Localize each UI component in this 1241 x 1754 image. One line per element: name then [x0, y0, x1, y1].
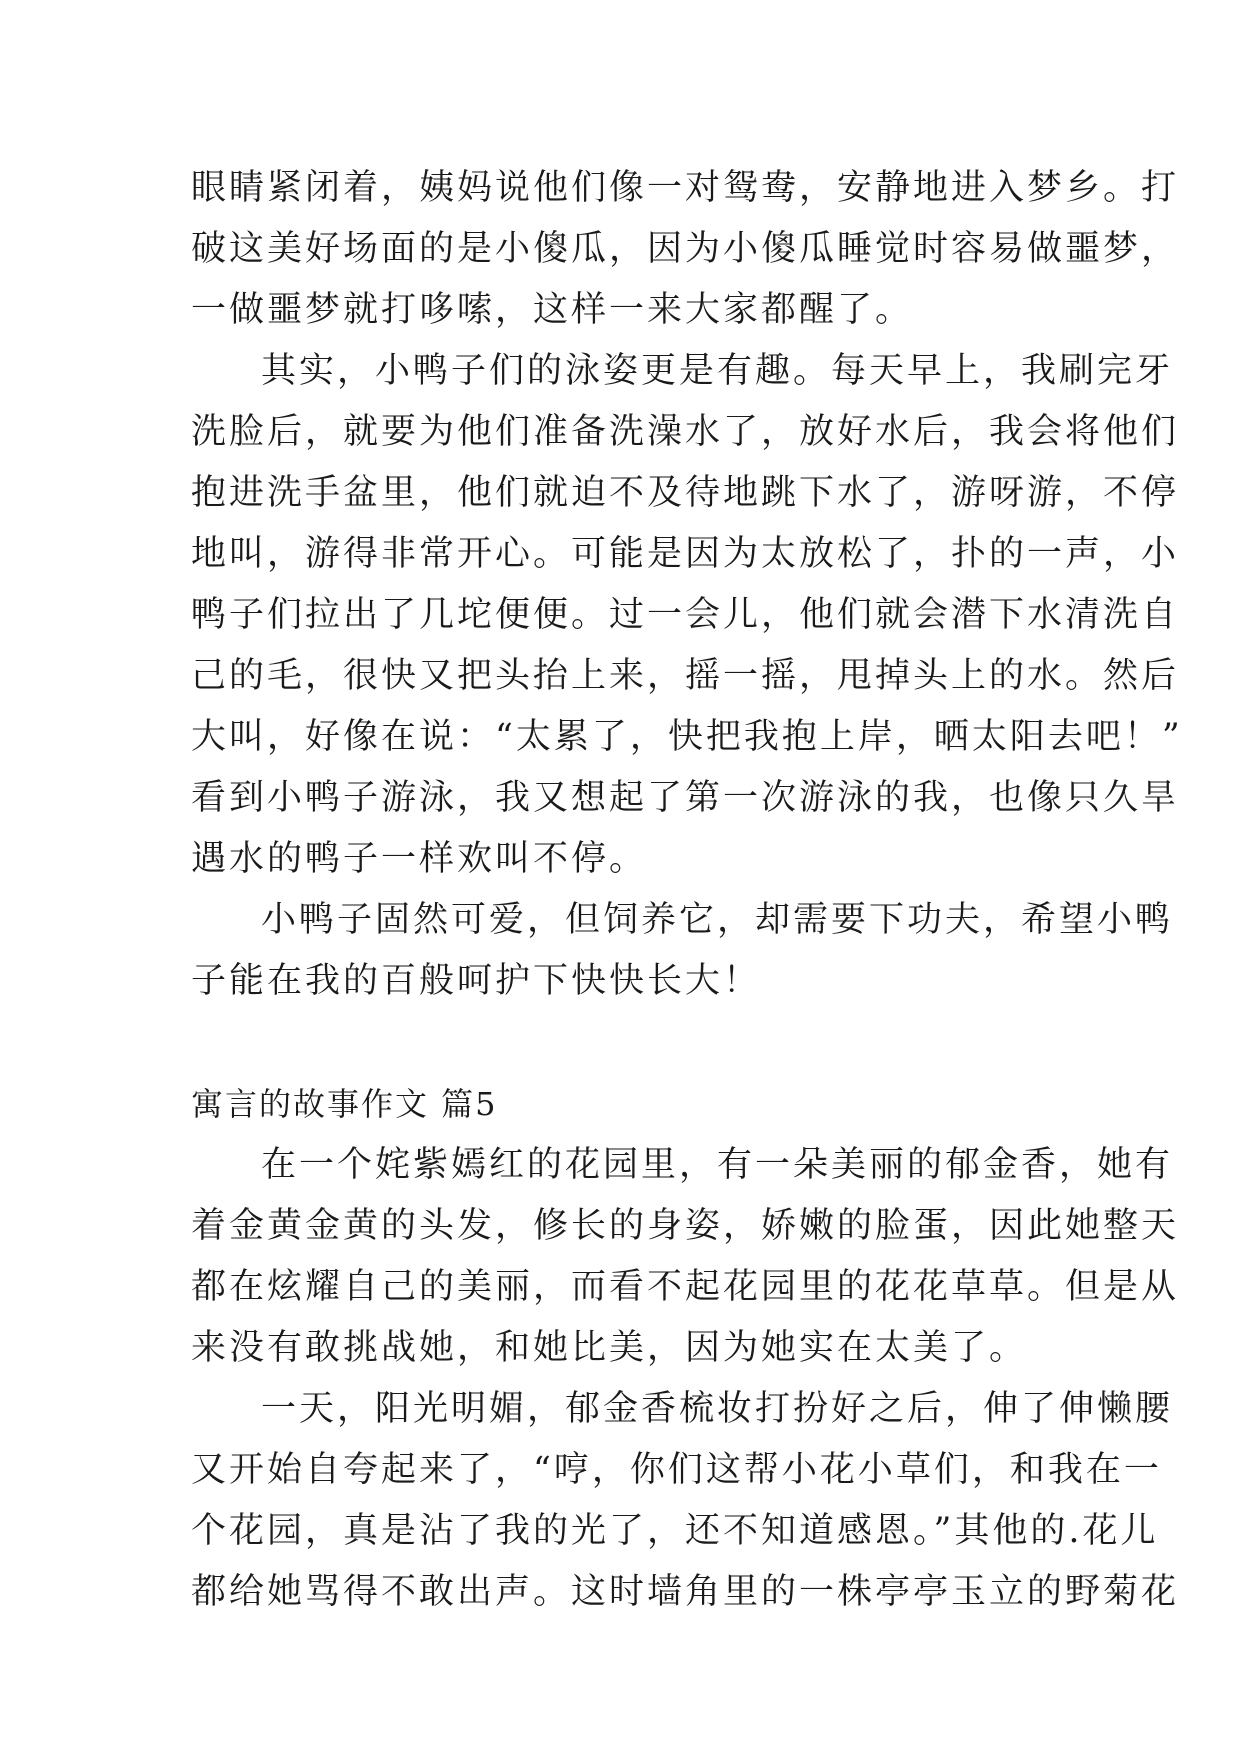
text-line: 地叫，游得非常开心。可能是因为太放松了，扑的一声，小	[191, 534, 1180, 574]
essay-body	[191, 158, 1183, 1623]
paragraph-sleeping-ducks	[191, 158, 1180, 341]
text-line: 一天，阳光明媚，郁金香梳妆打扮好之后，伸了伸懒腰	[261, 1389, 1174, 1429]
text-line: 子能在我的百般呵护下快快长大！	[191, 961, 762, 1001]
text-line: 遇水的鸭子一样欢叫不停。	[191, 839, 648, 879]
text-line: 小鸭子固然可爱，但饲养它，却需要下功夫，希望小鸭	[261, 900, 1174, 940]
paragraph-swimming-ducks	[191, 341, 1183, 890]
text-line: 鸭子们拉出了几坨便便。过一会儿，他们就会潜下水清洗自	[191, 595, 1180, 635]
text-line: 着金黄金黄的头发，修长的身姿，娇嫩的脸蛋，因此她整天	[191, 1206, 1180, 1246]
text-line: 抱进洗手盆里，他们就迫不及待地跳下水了，游呀游，不停	[191, 473, 1180, 513]
text-line: 大叫，好像在说：“太累了，快把我抱上岸，晒太阳去吧！”	[191, 717, 1183, 757]
text-line: 其实，小鸭子们的泳姿更是有趣。每天早上，我刷完牙	[261, 351, 1174, 391]
paragraph-tulip-boast	[191, 1379, 1180, 1623]
paragraph-tulip-intro	[191, 1135, 1180, 1379]
text-line: 己的毛，很快又把头抬上来，摇一摇，甩掉头上的水。然后	[191, 656, 1180, 696]
text-line: 个花园，真是沾了我的光了，还不知道感恩。”其他的.花儿	[191, 1511, 1159, 1551]
text-line: 都给她骂得不敢出声。这时墙角里的一株亭亭玉立的野菊花	[191, 1572, 1180, 1612]
text-line: 看到小鸭子游泳，我又想起了第一次游泳的我，也像只久旱	[191, 778, 1180, 818]
text-line: 破这美好场面的是小傻瓜，因为小傻瓜睡觉时容易做噩梦，	[191, 229, 1180, 269]
text-line: 又开始自夸起来了，“哼，你们这帮小花小草们，和我在一	[191, 1450, 1162, 1490]
paragraph-conclusion	[191, 890, 1174, 1012]
text-line: 来没有敢挑战她，和她比美，因为她实在太美了。	[191, 1328, 1028, 1368]
section-heading: 寓言的故事作文 篇5	[191, 1085, 498, 1123]
text-line: 一做噩梦就打哆嗦，这样一来大家都醒了。	[191, 290, 914, 330]
text-line: 眼睛紧闭着，姨妈说他们像一对鸳鸯，安静地进入梦乡。打	[191, 168, 1180, 208]
text-line: 都在炫耀自己的美丽，而看不起花园里的花花草草。但是从	[191, 1267, 1180, 1307]
section-spacer	[191, 1012, 1051, 1074]
text-line: 在一个姹紫嫣红的花园里，有一朵美丽的郁金香，她有	[261, 1145, 1174, 1185]
text-line: 洗脸后，就要为他们准备洗澡水了，放好水后，我会将他们	[191, 412, 1180, 452]
